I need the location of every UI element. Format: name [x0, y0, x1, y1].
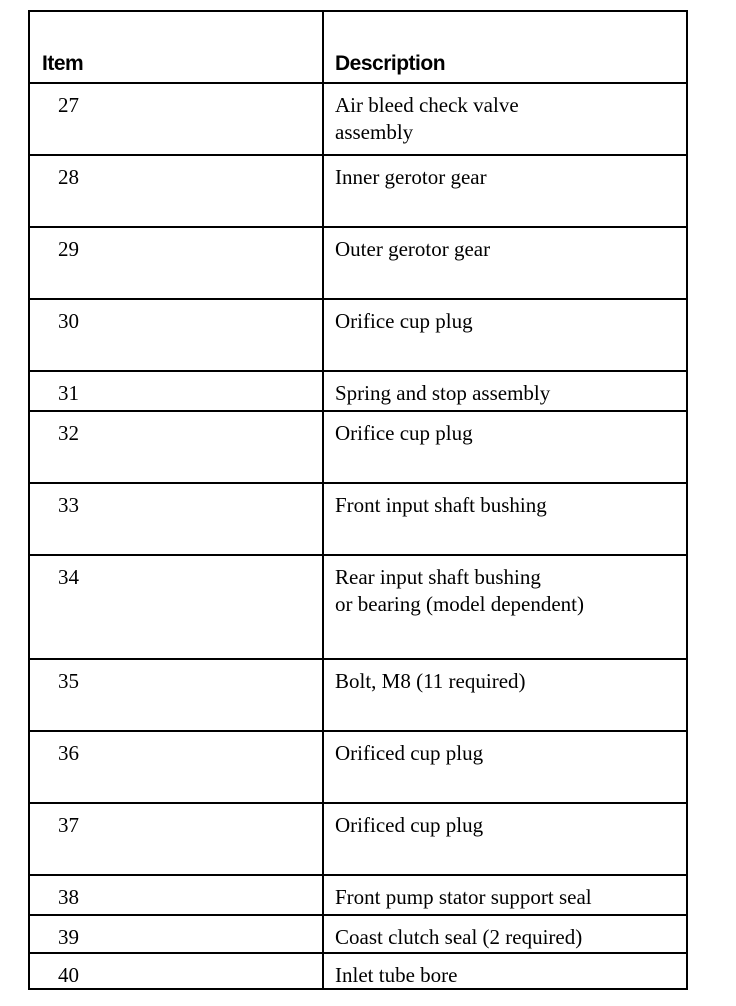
- table-row: [30, 732, 686, 804]
- table-row: [30, 660, 686, 732]
- item-number: 35: [58, 669, 79, 693]
- item-description: Coast clutch seal (2 required): [335, 925, 583, 949]
- item-number: 34: [58, 565, 79, 589]
- item-description: Front input shaft bushing: [335, 493, 547, 517]
- item-description: Inlet tube bore: [335, 963, 458, 987]
- table-row: [30, 156, 686, 228]
- item-description: Front pump stator support seal: [335, 885, 592, 909]
- item-description: Spring and stop assembly: [335, 381, 551, 405]
- item-number: 37: [58, 813, 79, 837]
- item-number: 30: [58, 309, 79, 333]
- item-number: 28: [58, 165, 79, 189]
- item-description: Inner gerotor gear: [335, 165, 487, 189]
- table-row: [30, 556, 686, 660]
- item-number: 33: [58, 493, 79, 517]
- table-row: [30, 372, 686, 412]
- item-number: 29: [58, 237, 79, 261]
- item-number: 27: [58, 93, 79, 117]
- table-row: [30, 484, 686, 556]
- table-row: [30, 804, 686, 876]
- table-row: [30, 916, 686, 954]
- item-number: 39: [58, 925, 79, 949]
- header-description: Description: [335, 52, 446, 75]
- item-number: 36: [58, 741, 79, 765]
- parts-table: [28, 10, 688, 990]
- table-row: [30, 412, 686, 484]
- item-description: Bolt, M8 (11 required): [335, 669, 526, 693]
- item-number: 40: [58, 963, 79, 987]
- column-divider: [322, 12, 324, 988]
- item-description: Orificed cup plug: [335, 813, 484, 837]
- table-row: [30, 876, 686, 916]
- item-description: Rear input shaft bushing or bearing (model dependent): [335, 565, 584, 616]
- item-description: Orificed cup plug: [335, 741, 484, 765]
- item-number: 32: [58, 421, 79, 445]
- table-row: [30, 300, 686, 372]
- item-description: Outer gerotor gear: [335, 237, 491, 261]
- item-description: Orifice cup plug: [335, 309, 473, 333]
- table-row: [30, 228, 686, 300]
- item-description: Air bleed check valve assembly: [335, 93, 519, 144]
- item-number: 31: [58, 381, 79, 405]
- table-row: [30, 84, 686, 156]
- table-header-row: [30, 12, 686, 84]
- header-item: Item: [42, 52, 84, 75]
- item-number: 38: [58, 885, 79, 909]
- item-description: Orifice cup plug: [335, 421, 473, 445]
- table-row: [30, 954, 686, 990]
